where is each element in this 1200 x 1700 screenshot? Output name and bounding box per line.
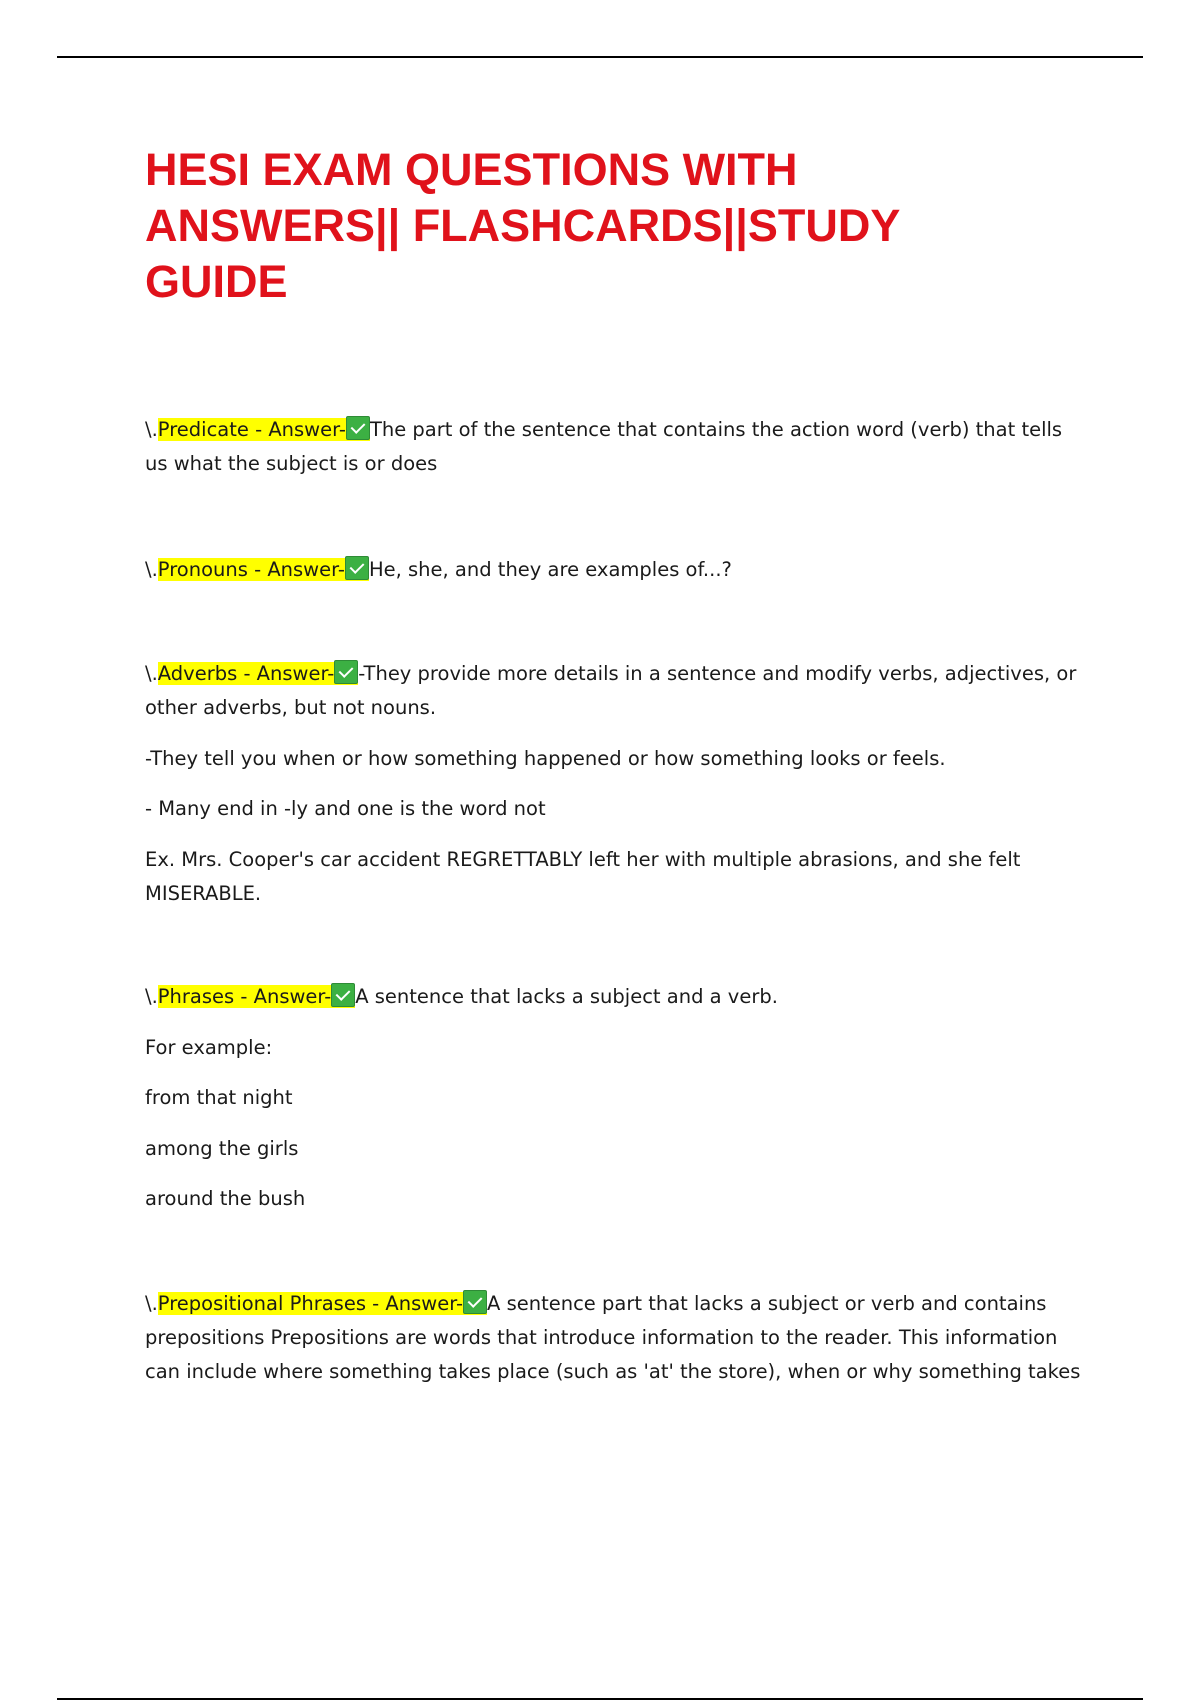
term-label: Predicate - Answer- bbox=[157, 418, 346, 441]
answer-text: -They provide more details in a sentence and modify verbs, adjectives, or other adverbs, but not nouns. bbox=[145, 662, 1077, 719]
highlighted-term bbox=[158, 1292, 487, 1315]
entry-answer-line bbox=[145, 980, 1090, 1014]
term-label: Phrases - Answer- bbox=[157, 985, 332, 1008]
entry-answer-line bbox=[145, 413, 1090, 481]
term-label: Prepositional Phrases - Answer- bbox=[157, 1292, 464, 1315]
entry-detail-line: among the girls bbox=[145, 1136, 299, 1160]
flashcard-entry-phrases bbox=[145, 980, 1090, 1216]
entry-prefix: \. bbox=[145, 662, 158, 685]
entry-prefix: \. bbox=[145, 1292, 158, 1315]
term-label: Adverbs - Answer- bbox=[157, 662, 335, 685]
check-mark-icon bbox=[334, 660, 358, 684]
flashcard-entry-adverbs bbox=[145, 657, 1090, 911]
check-mark-icon bbox=[331, 983, 355, 1007]
entry-prefix: \. bbox=[145, 985, 158, 1008]
highlighted-term bbox=[158, 985, 355, 1008]
answer-text: A sentence part that lacks a subject or verb and contains prepositions Prepositions are words that introduce information to the reader. This information can include where something takes place (such as 'at' the store), when or why something takes bbox=[145, 1292, 1081, 1383]
answer-text: The part of the sentence that contains the action word (verb) that tells us what the subject is or does bbox=[145, 418, 1063, 475]
entry-prefix: \. bbox=[145, 558, 158, 581]
entry-detail-line: -They tell you when or how something happened or how something looks or feels. bbox=[145, 746, 946, 770]
answer-text: He, she, and they are examples of...? bbox=[368, 558, 732, 581]
highlighted-term bbox=[158, 662, 359, 685]
entry-answer-line bbox=[145, 553, 1090, 587]
header-rule bbox=[57, 56, 1143, 58]
entry-detail-line: from that night bbox=[145, 1086, 293, 1109]
entry-detail-line: - Many end in -ly and one is the word not bbox=[145, 797, 546, 820]
entry-answer-line bbox=[145, 1287, 1090, 1389]
check-mark-icon bbox=[463, 1290, 487, 1314]
flashcard-entry-pronouns bbox=[145, 553, 1090, 587]
document-title: HESI EXAM QUESTIONS WITH ANSWERS|| FLASHCARDS||STUDY GUIDE bbox=[145, 144, 900, 307]
entry-prefix: \. bbox=[145, 418, 158, 441]
check-mark-icon bbox=[345, 556, 369, 580]
term-label: Pronouns - Answer- bbox=[157, 558, 345, 581]
flashcard-entry-prepositional-phrases bbox=[145, 1287, 1090, 1389]
entry-answer-line bbox=[145, 657, 1090, 725]
flashcard-entry-predicate bbox=[145, 413, 1090, 481]
entry-detail-line: around the bush bbox=[145, 1187, 306, 1210]
entry-detail-line: For example: bbox=[145, 1035, 273, 1059]
highlighted-term bbox=[158, 418, 370, 441]
highlighted-term bbox=[158, 558, 369, 581]
answer-text: A sentence that lacks a subject and a verb. bbox=[355, 985, 778, 1008]
check-mark-icon bbox=[346, 416, 370, 440]
entry-example-line: Ex. Mrs. Cooper's car accident REGRETTABLY left her with multiple abrasions, and she felt MISERABLE. bbox=[145, 847, 1021, 905]
